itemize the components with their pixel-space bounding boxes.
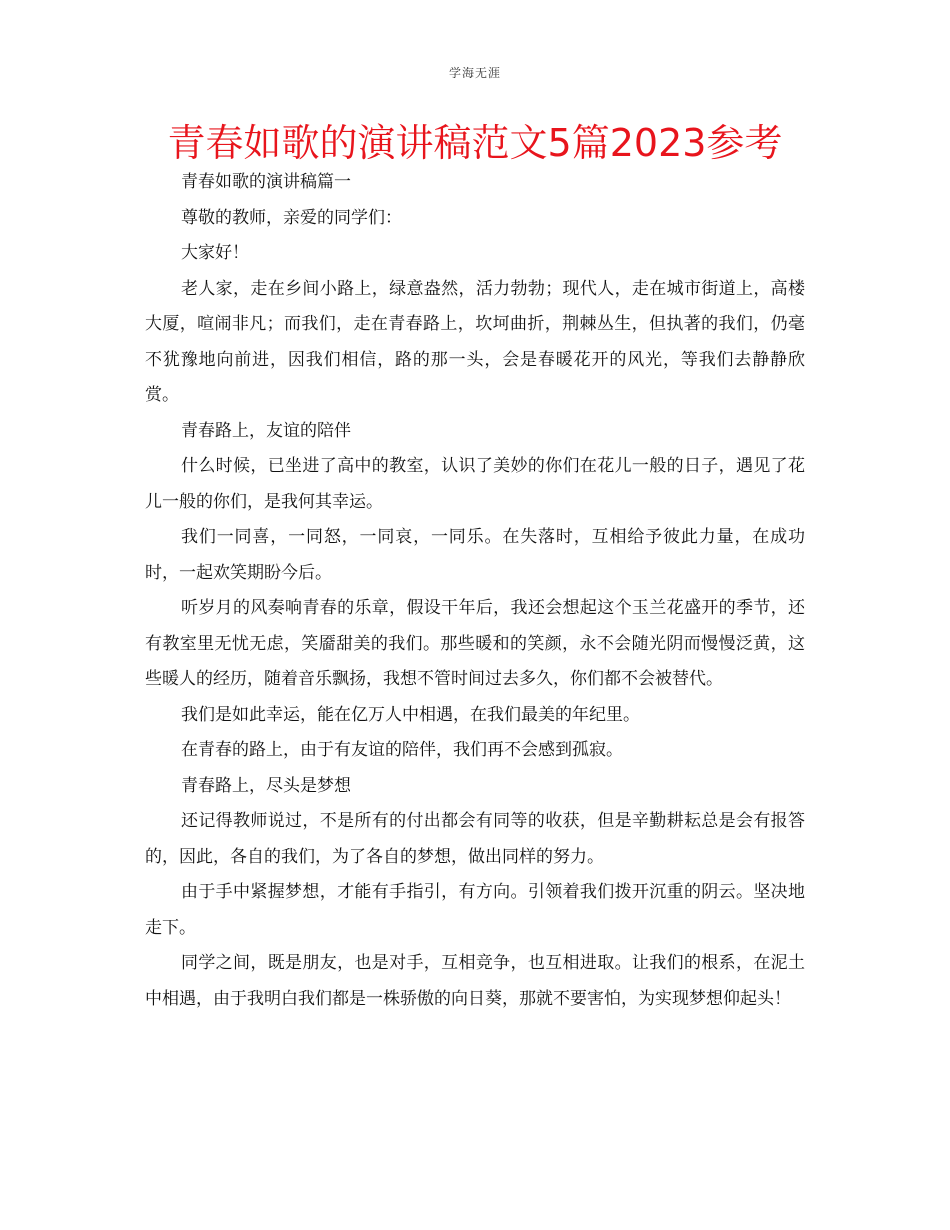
paragraph: 老人家，走在乡间小路上，绿意盎然，活力勃勃；现代人，走在城市街道上，高楼大厦，喧闹非凡；而我们，走在青春路上，坎坷曲折，荆棘丛生，但执著的我们，仍毫不犹豫地向前进，因我们相信，路的那一头，会是春暖花开的风光，等我们去静静欣赏。 [145,278,805,405]
paragraph: 还记得教师说过，不是所有的付出都会有同等的收获，但是辛勤耕耘总是会有报答的，因此，各自的我们，为了各自的梦想，做出同样的努力。 [145,811,805,867]
paragraph: 我们是如此幸运，能在亿万人中相遇，在我们最美的年纪里。 [181,704,640,725]
section-heading-dream: 青春路上，尽头是梦想 [181,775,351,796]
paragraph: 在青春的路上，由于有友谊的陪伴，我们再不会感到孤寂。 [181,740,623,760]
speech-heading: 青春如歌的演讲稿篇一 [181,172,351,192]
paragraph: 我们一同喜，一同怒，一同哀，一同乐。在失落时，互相给予彼此力量，在成功时，一起欢笑期盼今后。 [145,527,805,583]
document-body [145,165,805,1017]
salutation: 尊敬的教师，亲爱的同学们： [181,207,402,228]
paragraph: 由于手中紧握梦想，才能有手指引，有方向。引领着我们拨开沉重的阴云。坚决地走下。 [145,882,805,938]
page-header: 学海无涯 [448,66,501,80]
paragraph: 同学之间，既是朋友，也是对手，互相竞争，也互相进取。让我们的根系，在泥土中相遇，由于我明白我们都是一株骄傲的向日葵，那就不要害怕，为实现梦想仰起头！ [145,953,805,1009]
paragraph: 什么时候，已坐进了高中的教室，认识了美妙的你们在花儿一般的日子，遇见了花儿一般的你们，是我何其幸运。 [145,456,805,512]
greeting: 大家好！ [181,243,249,263]
document-title: 青春如歌的演讲稿范文5篇2023参考 [167,121,783,165]
section-heading-friendship: 青春路上，友谊的陪伴 [181,420,351,441]
paragraph: 听岁月的风奏响青春的乐章，假设干年后，我还会想起这个玉兰花盛开的季节，还有教室里无忧无虑，笑靥甜美的我们。那些暖和的笑颜，永不会随光阴而慢慢泛黄，这些暖人的经历，随着音乐飘扬，我想不管时间过去多久，你们都不会被替代。 [145,598,805,689]
